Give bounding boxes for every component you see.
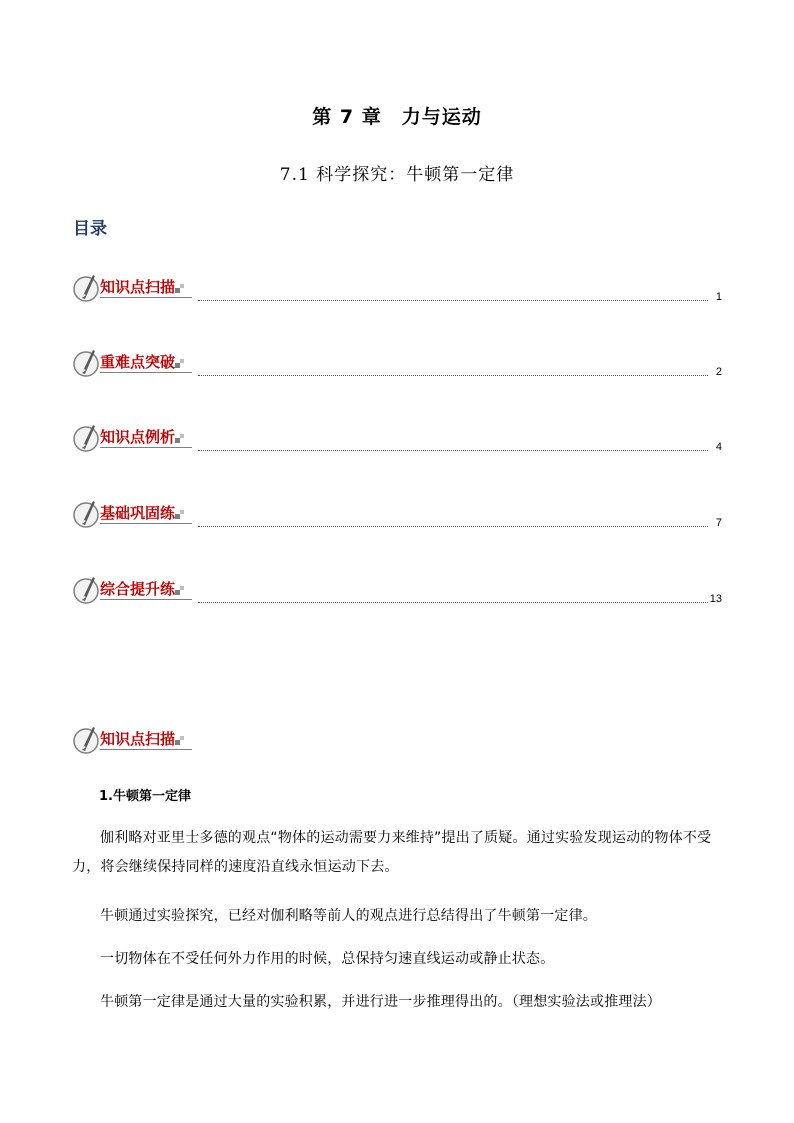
- toc-badge-label: 基础巩固练: [100, 504, 176, 522]
- paragraph: 牛顿通过实验探究，已经对伽利略等前人的观点进行总结得出了牛顿第一定律。: [100, 908, 597, 924]
- toc-heading: 目录: [73, 219, 107, 239]
- pen-nib-icon: [72, 270, 102, 304]
- toc-badge-label: 重难点突破: [100, 353, 176, 371]
- toc-item-5[interactable]: [72, 572, 722, 612]
- toc-leader: [198, 375, 708, 376]
- paragraph: 伽利略对亚里士多德的观点“物体的运动需要力来维持”提出了质疑。通过实验发现运动的物体不受力，将会继续保持同样的速度沿直线永恒运动下去。: [72, 830, 712, 875]
- point-title: 1.牛顿第一定律: [99, 789, 191, 804]
- toc-item-3[interactable]: [72, 420, 722, 460]
- pen-nib-icon: [72, 496, 102, 530]
- toc-leader: [198, 526, 708, 527]
- toc-badge: [72, 572, 196, 608]
- section-badge-label: 知识点扫描: [100, 730, 176, 748]
- chapter-title: 第 7 章 力与运动: [312, 106, 482, 128]
- toc-badge: [72, 496, 196, 532]
- toc-leader: [198, 602, 708, 603]
- toc-page-number: 1: [715, 291, 722, 303]
- toc-page-number: 7: [715, 517, 722, 529]
- section-title: 7.1 科学探究：牛顿第一定律: [279, 165, 515, 185]
- toc-item-4[interactable]: [72, 496, 722, 536]
- pen-nib-icon: [72, 420, 102, 454]
- section-badge: [72, 722, 196, 758]
- paragraph: 牛顿第一定律是通过大量的实验积累，并进行进一步推理得出的。（理想实验法或推理法）: [100, 994, 661, 1010]
- pen-nib-icon: [72, 722, 102, 756]
- toc-item-1[interactable]: [72, 270, 722, 310]
- toc-badge-label: 综合提升练: [100, 580, 176, 598]
- toc-badge-label: 知识点扫描: [100, 278, 176, 296]
- toc-leader: [198, 450, 708, 451]
- toc-item-2[interactable]: [72, 345, 722, 385]
- toc-badge: [72, 345, 196, 381]
- toc-badge: [72, 270, 196, 306]
- toc-badge: [72, 420, 196, 456]
- paragraph: 一切物体在不受任何外力作用的时候，总保持匀速直线运动或静止状态。: [100, 951, 555, 967]
- toc-badge-label: 知识点例析: [100, 428, 176, 446]
- pen-nib-icon: [72, 572, 102, 606]
- pen-nib-icon: [72, 345, 102, 379]
- toc-page-number: 13: [709, 593, 722, 605]
- toc-page-number: 4: [715, 441, 722, 453]
- toc-page-number: 2: [715, 366, 722, 378]
- toc-leader: [198, 300, 708, 301]
